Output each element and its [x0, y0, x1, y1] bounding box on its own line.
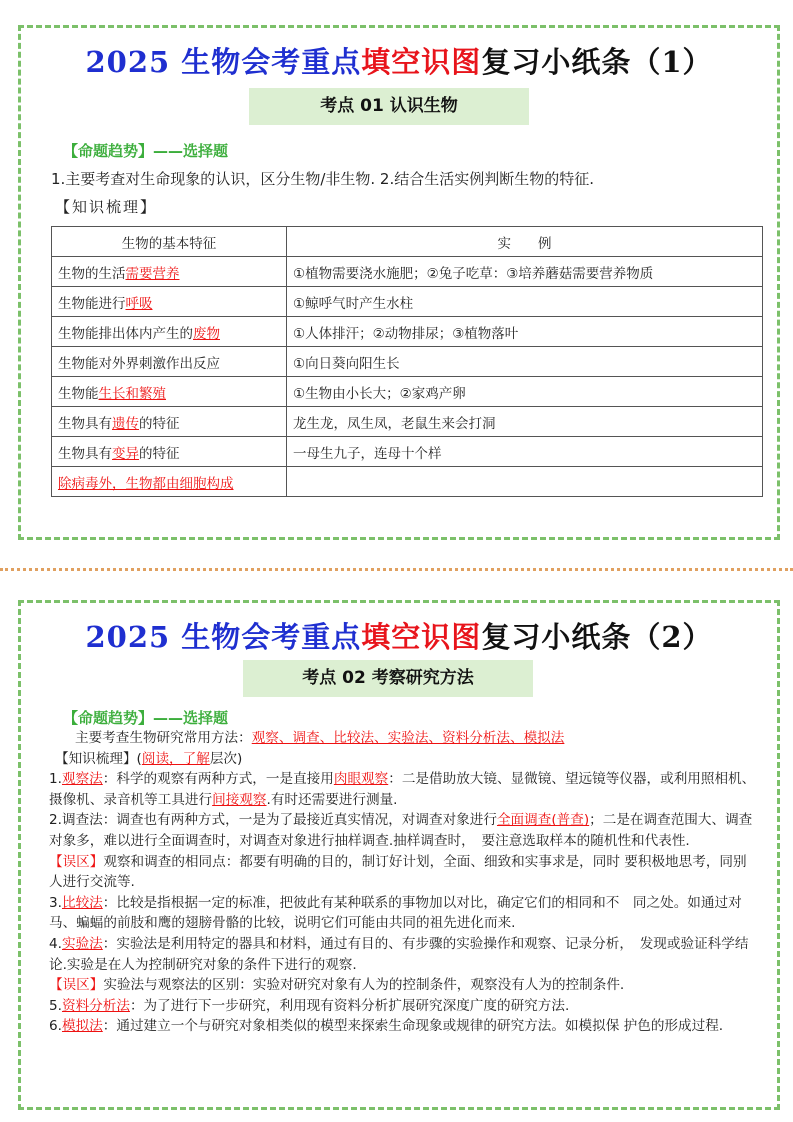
feature-cell: 生物具有遗传的特征 — [52, 407, 287, 437]
table-row — [52, 347, 763, 377]
table-row — [52, 467, 763, 497]
feature-cell: 除病毒外，生物都由细胞构成 — [52, 467, 287, 497]
table-row — [52, 317, 763, 347]
method-simulation: 6.模拟法：通过建立一个与研究对象相类似的模型来探索生命现象或规律的研究方法。如模拟保 护色的形成过程. — [49, 1018, 724, 1035]
table-row — [52, 437, 763, 467]
method-observation: 1.观察法：科学的观察有两种方式，一是直接用肉眼观察：二是借助放大镜、显微镜、望远镜等仪器，或利用照相机、摄像机、录音机等工具进行间接观察.有时还需要进行测量. — [49, 771, 756, 808]
example-cell: 龙生龙，凤生凤，老鼠生来会打洞 — [287, 407, 763, 437]
feature-cell: 生物能生长和繁殖 — [52, 377, 287, 407]
example-cell: ①向日葵向阳生长 — [287, 347, 763, 377]
topic-banner-1: 考点 01 认识生物 — [249, 88, 529, 125]
method-survey: 2.调查法：调查也有两种方式，一是为了最接近真实情况，对调查对象进行全面调查(普查)；二是在调查范围大、调查对象多，难以进行全面调查时，对调查对象进行抽样调查.抽样调查时， 要注意选取样本的随机性和代表性. — [49, 812, 753, 849]
dotted-separator — [0, 568, 793, 571]
example-cell — [287, 467, 763, 497]
example-cell: ①鲸呼气时产生水柱 — [287, 287, 763, 317]
mistake-note-2: 【误区】实验法与观察法的区别：实验对研究对象有人为的控制条件，观察没有人为的控制条件. — [49, 977, 625, 994]
feature-cell: 生物能排出体内产生的废物 — [52, 317, 287, 347]
example-cell: ①植物需要浇水施肥；②兔子吃草：③培养蘑菇需要营养物质 — [287, 257, 763, 287]
table-row — [52, 257, 763, 287]
table-row — [52, 407, 763, 437]
feature-cell: 生物的生活需要营养 — [52, 257, 287, 287]
card-1-title: 2025 生物会考重点填空识图复习小纸条（1） — [85, 45, 713, 79]
trend-label-1: 【命题趋势】——选择题 — [63, 142, 229, 160]
topic-banner-2: 考点 02 考察研究方法 — [243, 660, 533, 697]
example-cell: ①人体排汗；②动物排尿；③植物落叶 — [287, 317, 763, 347]
study-note-card-2 — [18, 600, 780, 1110]
table-header-feature: 生物的基本特征 — [52, 227, 287, 257]
example-cell: 一母生九子，连母十个样 — [287, 437, 763, 467]
feature-cell: 生物能进行呼吸 — [52, 287, 287, 317]
intro-text-2: 主要考查生物研究常用方法：观察、调查、比较法、实验法、资料分析法、模拟法 — [75, 730, 565, 746]
trend-label-2: 【命题趋势】——选择题 — [63, 709, 229, 727]
feature-cell: 生物能对外界刺激作出反应 — [52, 347, 287, 377]
example-cell: ①生物由小长大；②家鸡产卵 — [287, 377, 763, 407]
table-row — [52, 287, 763, 317]
feature-cell: 生物具有变异的特征 — [52, 437, 287, 467]
card-2-body — [49, 728, 759, 1037]
method-comparison: 3.比较法：比较是指根据一定的标准，把彼此有某种联系的事物加以对比，确定它们的相同和不 同之处。如通过对马、蝙蝠的前肢和鹰的翅膀骨骼的比较，说明它们可能由共同的祖先进化而来. — [49, 894, 742, 932]
study-note-card-1 — [18, 25, 780, 540]
table-header-row — [52, 227, 763, 257]
method-data-analysis: 5.资料分析法：为了进行下一步研究，利用现有资料分析扩展研究深度广度的研究方法. — [49, 997, 570, 1014]
mistake-note-1: 【误区】观察和调查的相同点：都要有明确的目的，制订好计划，全面、细致和实事求是，同时 要积极地思考，同别人进行交流等. — [49, 853, 747, 891]
method-experiment: 4.实验法：实验法是利用特定的器具和材料，通过有目的、有步骤的实验操作和观察、记录分析， 发现或验证科学结论.实验是在人为控制研究对象的条件下进行的观察. — [49, 935, 749, 973]
table-row — [52, 377, 763, 407]
card-2-title: 2025 生物会考重点填空识图复习小纸条（2） — [85, 620, 713, 654]
table-header-example: 实 例 — [287, 227, 763, 257]
knowledge-label-1: 【知识梳理】 — [55, 198, 158, 216]
knowledge-label-2: 【知识梳理】(阅读，了解层次) — [55, 750, 243, 767]
characteristics-table — [51, 226, 763, 497]
intro-text-1: 1.主要考查对生命现象的认识，区分生物/非生物. 2.结合生活实例判断生物的特征. — [51, 170, 594, 188]
